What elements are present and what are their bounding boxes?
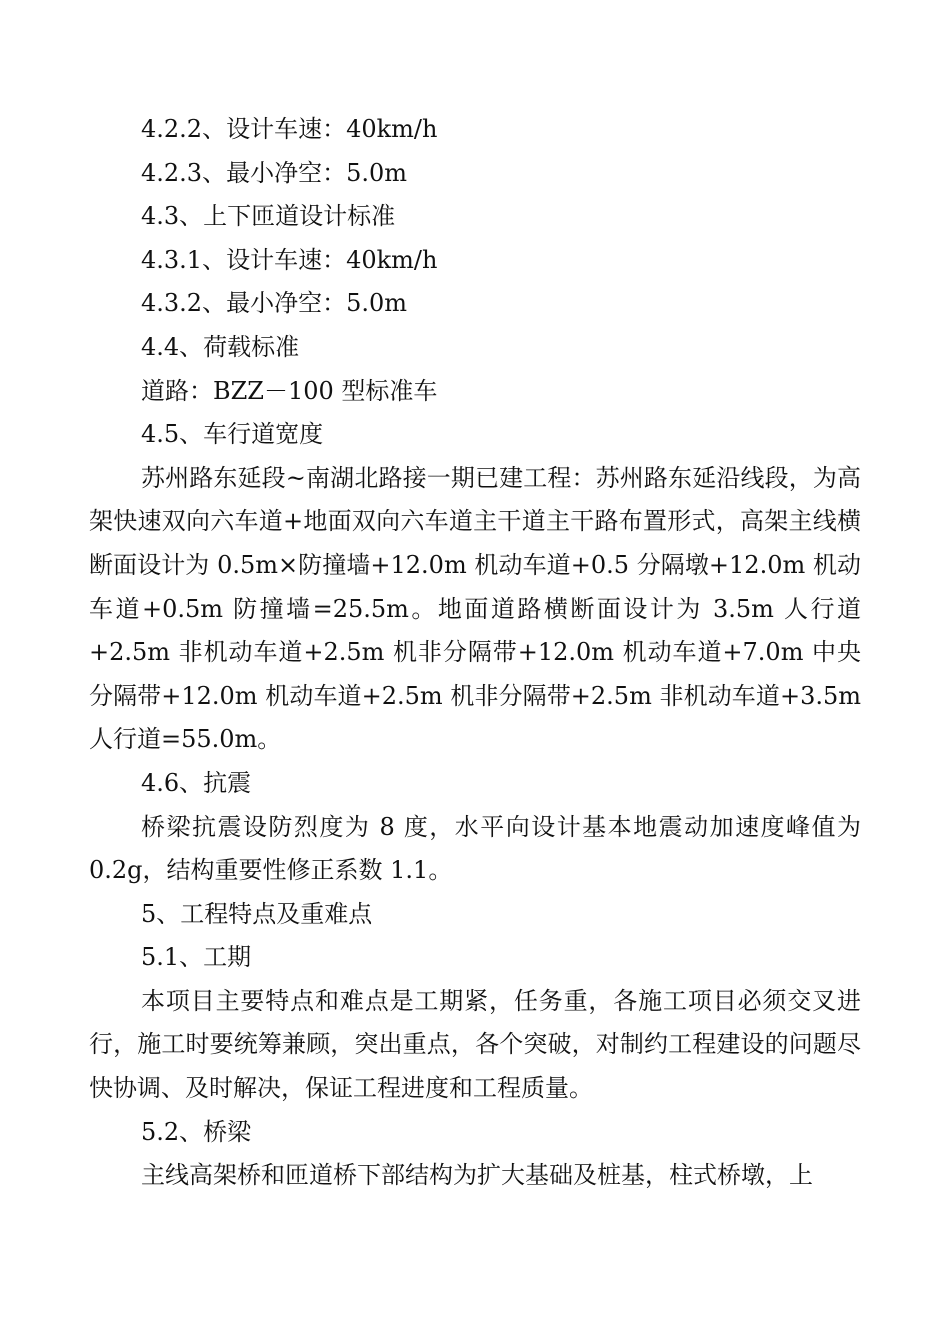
heading-ramp-standard-43: 4.3、上下匝道设计标准 <box>141 202 396 231</box>
heading-design-speed-422: 4.2.2、设计车速：40km/h <box>141 115 438 143</box>
heading-min-clearance-423: 4.2.3、最小净空：5.0m <box>141 158 407 187</box>
paragraph-seismic: 桥梁抗震设防烈度为 8 度，水平向设计基本地震动加速度峰值为 0.2g，结构重要性修正系数 1.1。 <box>89 812 861 885</box>
heading-load-standard-44: 4.4、荷载标准 <box>141 332 300 361</box>
heading-schedule-51: 5.1、工期 <box>141 943 252 972</box>
heading-lane-width-45: 4.5、车行道宽度 <box>141 420 324 449</box>
heading-seismic-46: 4.6、抗震 <box>141 768 252 797</box>
paragraph-schedule: 本项目主要特点和难点是工期紧，任务重，各施工项目必须交叉进行，施工时要统筹兼顾，突出重点，各个突破，对制约工程建设的问题尽快协调、及时解决，保证工程进度和工程质量。 <box>89 986 861 1103</box>
document-body <box>89 108 861 1198</box>
heading-project-features-5: 5、工程特点及重难点 <box>141 899 373 928</box>
paragraph-bridge: 主线高架桥和匝道桥下部结构为扩大基础及桩基，柱式桥墩，上 <box>141 1161 813 1190</box>
paragraph-lane-width: 苏州路东延段~南湖北路接一期已建工程：苏州路东延沿线段，为高架快速双向六车道+地面双向六车道主干道主干路布置形式，高架主线横断面设计为 0.5m×防撞墙+12.0m 机动车道+0.5 分隔墩+12.0m 机动车道+0.5m 防撞墙=25.5m。地面道路横断面设计为 3.5m 人行道+2.5m 非机动车道+2.5m 机非分隔带+12.0m 机动车道+7.0m 中央分隔带+12.0m 机动车道+2.5m 机非分隔带+2.5m 非机动车道+3.5m 人行道=55.0m。 <box>89 463 861 754</box>
text-road-load-vehicle: 道路：BZZ－100 型标准车 <box>141 376 438 405</box>
heading-design-speed-431: 4.3.1、设计车速：40km/h <box>141 245 438 274</box>
heading-min-clearance-432: 4.3.2、最小净空：5.0m <box>141 289 407 318</box>
heading-bridge-52: 5.2、桥梁 <box>141 1117 252 1146</box>
